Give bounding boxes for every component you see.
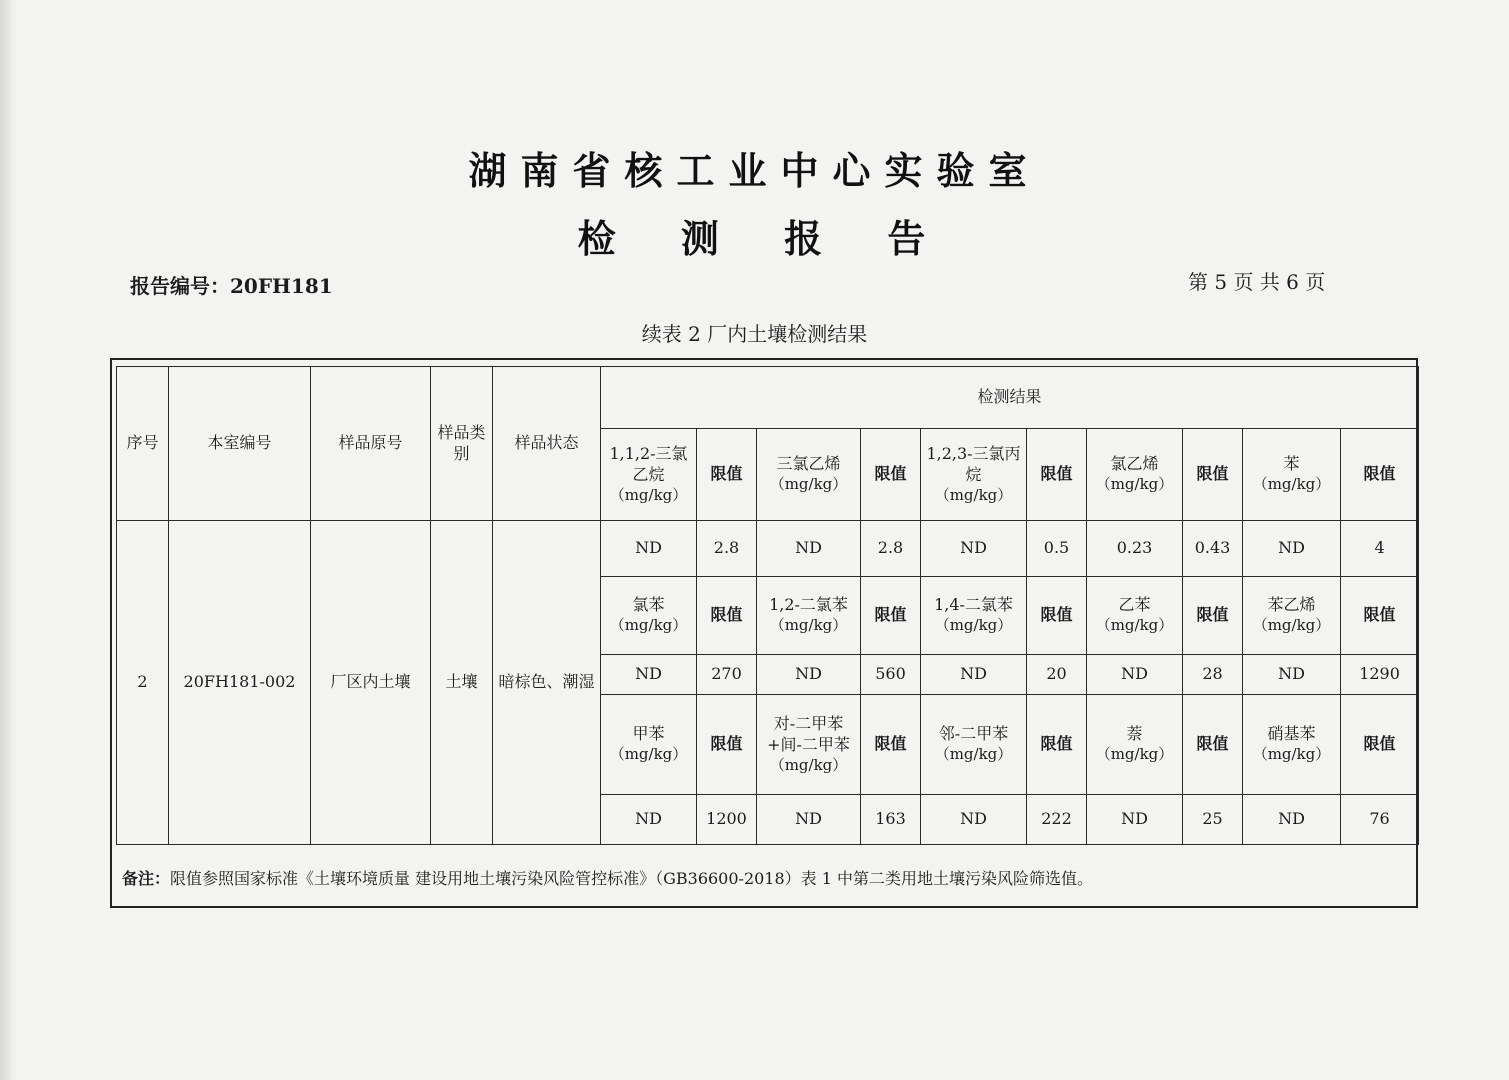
unit-label: （mg/kg） (1095, 475, 1174, 494)
analyte-label: 1,1,2-三氯乙烷 (609, 443, 688, 484)
analyte-label: 邻-二甲苯 (938, 724, 1009, 744)
sample-lab-id: 20FH181-002 (169, 521, 311, 845)
analyte-label: 三氯乙烯 (776, 454, 841, 474)
analyte-name (1087, 577, 1183, 655)
sample-type: 土壤 (431, 521, 493, 845)
result-value: 0.23 (1087, 521, 1183, 577)
limit-value: 2.8 (861, 521, 921, 577)
limit-header: 限值 (1341, 429, 1419, 521)
limit-value: 560 (861, 655, 921, 695)
header-seq: 序号 (117, 367, 169, 521)
unit-label: （mg/kg） (769, 475, 848, 494)
limit-value: 1200 (697, 795, 757, 845)
result-value: ND (921, 795, 1027, 845)
header-lab-id: 本室编号 (169, 367, 311, 521)
analyte-name (601, 429, 697, 521)
sample-original: 厂区内土壤 (311, 521, 431, 845)
result-value: ND (757, 655, 861, 695)
header-sample-original: 样品原号 (311, 367, 431, 521)
result-value: ND (1243, 795, 1341, 845)
limit-header: 限值 (1183, 695, 1243, 795)
limit-header: 限值 (861, 695, 921, 795)
limit-value: 270 (697, 655, 757, 695)
analyte-label: 苯 (1283, 454, 1300, 474)
result-value: ND (757, 521, 861, 577)
report-number: 报告编号：20FH181 (130, 274, 333, 298)
analyte-name (757, 695, 861, 795)
result-value: ND (921, 655, 1027, 695)
unit-label: （mg/kg） (1095, 745, 1174, 764)
result-value: ND (601, 655, 697, 695)
table-caption: 续表 2 厂内土壤检测结果 (641, 322, 868, 346)
sample-seq: 2 (117, 521, 169, 845)
page-number: 第 5 页 共 6 页 (1188, 270, 1326, 294)
analyte-label: 1,2-二氯苯 (769, 595, 848, 615)
report-title: 检 测 报 告 (577, 216, 952, 261)
limit-value: 76 (1341, 795, 1419, 845)
analyte-label: 氯乙烯 (1110, 454, 1159, 474)
limit-value: 222 (1027, 795, 1087, 845)
remark-label: 备注： (122, 868, 171, 888)
analyte-name (601, 695, 697, 795)
limit-value: 0.5 (1027, 521, 1087, 577)
limit-value: 4 (1341, 521, 1419, 577)
analyte-name (1243, 695, 1341, 795)
result-value: ND (601, 521, 697, 577)
analyte-label: 乙苯 (1118, 595, 1151, 615)
limit-header: 限值 (1183, 429, 1243, 521)
limit-header: 限值 (697, 429, 757, 521)
analyte-name (757, 429, 861, 521)
analyte-name (1087, 695, 1183, 795)
limit-value: 2.8 (697, 521, 757, 577)
unit-label: （mg/kg） (609, 745, 688, 764)
unit-label: （mg/kg） (934, 485, 1013, 504)
analyte-name (1243, 577, 1341, 655)
unit-label: （mg/kg） (609, 616, 688, 635)
unit-label: （mg/kg） (1252, 616, 1331, 635)
limit-value: 20 (1027, 655, 1087, 695)
unit-label: （mg/kg） (1252, 745, 1331, 764)
analyte-label: 硝基苯 (1267, 724, 1316, 744)
sample-state: 暗棕色、潮湿 (493, 521, 601, 845)
analyte-label: 1,2,3-三氯丙烷 (926, 443, 1021, 484)
unit-label: （mg/kg） (609, 485, 688, 504)
analyte-name (921, 695, 1027, 795)
limit-value: 163 (861, 795, 921, 845)
limit-header: 限值 (1341, 577, 1419, 655)
limit-header: 限值 (1027, 577, 1087, 655)
result-value: ND (1243, 521, 1341, 577)
unit-label: （mg/kg） (1095, 616, 1174, 635)
limit-header: 限值 (697, 695, 757, 795)
unit-label: （mg/kg） (934, 616, 1013, 635)
results-table (116, 366, 1419, 845)
limit-header: 限值 (1027, 695, 1087, 795)
result-value: ND (1243, 655, 1341, 695)
analyte-label: 对-二甲苯+间-二甲苯 (767, 713, 850, 754)
limit-header: 限值 (861, 429, 921, 521)
limit-header: 限值 (1183, 577, 1243, 655)
header-sample-type: 样品类别 (431, 367, 493, 521)
analyte-name (757, 577, 861, 655)
analyte-label: 萘 (1126, 724, 1143, 744)
limit-value: 25 (1183, 795, 1243, 845)
unit-label: （mg/kg） (1252, 475, 1331, 494)
analyte-name (921, 577, 1027, 655)
analyte-label: 苯乙烯 (1267, 595, 1316, 615)
analyte-label: 甲苯 (632, 724, 665, 744)
remark-text: 限值参照国家标准《土壤环境质量 建设用地土壤污染风险管控标准》（GB36600-2018）表 1 中第二类用地土壤污染风险筛选值。 (170, 868, 1094, 888)
analyte-label: 1,4-二氯苯 (934, 595, 1013, 615)
limit-value: 1290 (1341, 655, 1419, 695)
analyte-name (1243, 429, 1341, 521)
result-value: ND (921, 521, 1027, 577)
unit-label: （mg/kg） (934, 745, 1013, 764)
header-results: 检测结果 (601, 367, 1419, 429)
unit-label: （mg/kg） (769, 755, 848, 774)
result-value: ND (1087, 655, 1183, 695)
result-value: ND (601, 795, 697, 845)
result-value: ND (1087, 795, 1183, 845)
limit-header: 限值 (861, 577, 921, 655)
analyte-name (601, 577, 697, 655)
limit-header: 限值 (1027, 429, 1087, 521)
limit-header: 限值 (1341, 695, 1419, 795)
result-value: ND (757, 795, 861, 845)
remark-note (122, 853, 1410, 901)
header-sample-state: 样品状态 (493, 367, 601, 521)
limit-value: 28 (1183, 655, 1243, 695)
limit-value: 0.43 (1183, 521, 1243, 577)
unit-label: （mg/kg） (769, 616, 848, 635)
lab-title: 湖南省核工业中心实验室 (468, 148, 1041, 193)
analyte-label: 氯苯 (632, 595, 665, 615)
analyte-name (1087, 429, 1183, 521)
results-table-frame (110, 358, 1418, 908)
limit-header: 限值 (697, 577, 757, 655)
analyte-name (921, 429, 1027, 521)
